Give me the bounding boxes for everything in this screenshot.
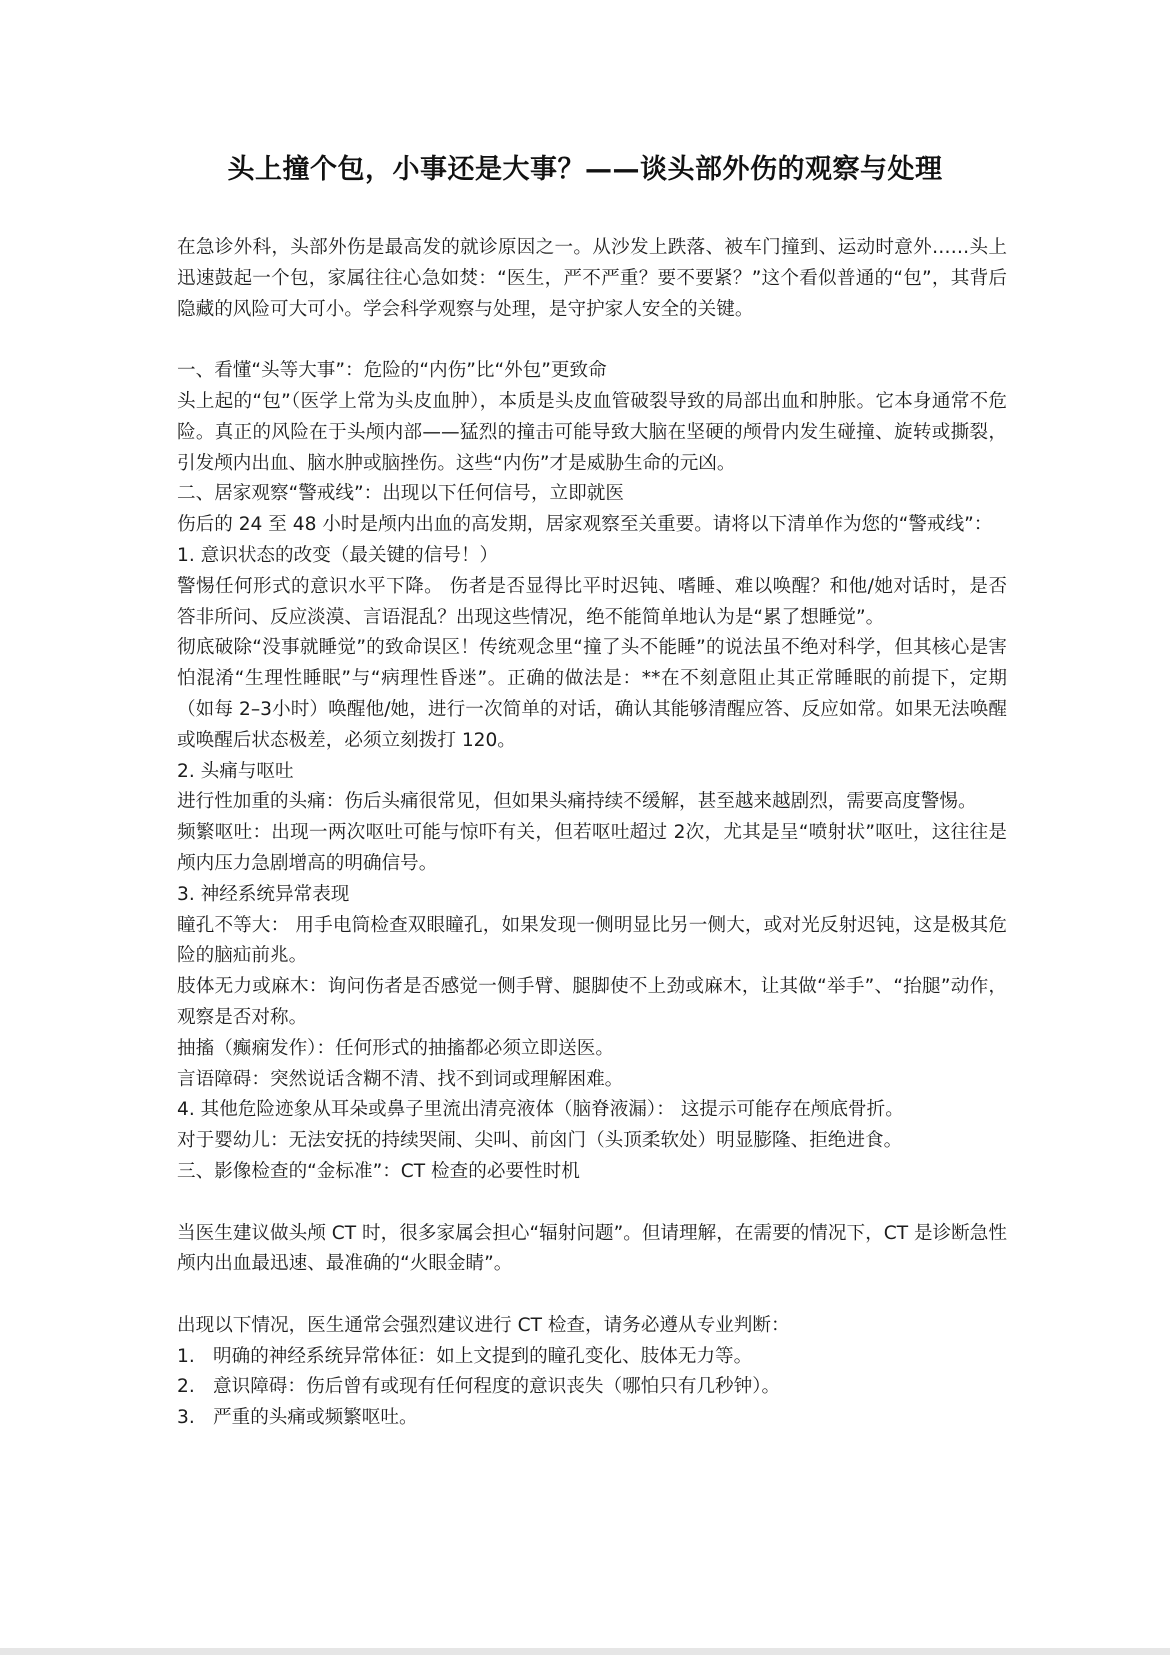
- list-item-text: 意识障碍：伤后曾有或现有任何程度的意识丧失（哪怕只有几秒钟）。: [213, 1376, 781, 1398]
- list-item: [177, 1372, 1007, 1403]
- section3-paragraph-2: 出现以下情况，医生通常会强烈建议进行 CT 检查，请务必遵从专业判断：: [177, 1314, 790, 1336]
- section3-heading: 三、影像检查的“金标准”：CT 检查的必要性时机: [177, 1160, 580, 1182]
- item1-heading: 1. 意识状态的改变（最关键的信号！）: [177, 544, 499, 566]
- item4-paragraph-2: 对于婴幼儿：无法安抚的持续哭闹、尖叫、前囟门（头顶柔软处）明显膨隆、拒绝进食。: [177, 1130, 903, 1152]
- article-title: 头上撞个包，小事还是大事？——谈头部外伤的观察与处理: [227, 154, 943, 185]
- item3-heading: 3. 神经系统异常表现: [177, 883, 350, 905]
- spacer: [177, 1188, 1007, 1219]
- list-item-text: 严重的头痛或频繁呕吐。: [213, 1407, 418, 1429]
- item4-text: 4. 其他危险迹象从耳朵或鼻子里流出清亮液体（脑脊液漏）： 这提示可能存在颅底骨折。: [177, 1099, 904, 1121]
- list-item-number: 2.: [177, 1376, 195, 1398]
- item2-paragraph-1: 进行性加重的头痛：伤后头痛很常见，但如果头痛持续不缓解，甚至越来越剧烈，需要高度警惕。: [177, 791, 977, 813]
- list-item-number: 3.: [177, 1407, 195, 1429]
- list-item-text: 明确的神经系统异常体征：如上文提到的瞳孔变化、肢体无力等。: [213, 1345, 753, 1367]
- section1-heading: 一、看懂“头等大事”：危险的“内伤”比“外包”更致命: [177, 360, 607, 382]
- list-item: [177, 1342, 1007, 1373]
- article-body: [177, 233, 1007, 1434]
- page-bottom-edge: [0, 1648, 1170, 1655]
- item3-paragraph-3: 抽搐（癫痫发作）：任何形式的抽搐都必须立即送医。: [177, 1037, 614, 1059]
- spacer: [177, 1280, 1007, 1311]
- spacer: [177, 325, 1007, 356]
- section2-heading: 二、居家观察“警戒线”：出现以下任何信号，立即就医: [177, 483, 624, 505]
- item2-paragraph-2: 频繁呕吐：出现一两次呕吐可能与惊吓有关，但若呕吐超过 2次，尤其是呈“喷射状”呕吐，这往往是颅内压力急剧增高的明确信号。: [177, 822, 1007, 874]
- item2-heading: 2. 头痛与呕吐: [177, 760, 294, 782]
- list-item: [177, 1403, 1007, 1434]
- list-item-number: 1.: [177, 1345, 195, 1367]
- intro-paragraph: 在急诊外科，头部外伤是最高发的就诊原因之一。从沙发上跌落、被车门撞到、运动时意外……头上迅速鼓起一个包，家属往往心急如焚：“医生，严不严重？要不要紧？”这个看似普通的“包”，其背后隐藏的风险可大可小。学会科学观察与处理，是守护家人安全的关键。: [177, 237, 1007, 320]
- item3-paragraph-1: 瞳孔不等大： 用手电筒检查双眼瞳孔，如果发现一侧明显比另一侧大，或对光反射迟钝，这是极其危险的脑疝前兆。: [177, 914, 1007, 967]
- item1-paragraph-2: 彻底破除“没事就睡觉”的致命误区！传统观念里“撞了头不能睡”的说法虽不绝对科学，但其核心是害怕混淆“生理性睡眠”与“病理性昏迷”。正确的做法是：**在不刻意阻止其正常睡眠的前提下，定期（如每 2–3小时）唤醒他/她，进行一次简单的对话，确认其能够清醒应答、反应如常。如果无法唤醒或唤醒后状态极差，必须立刻拨打 120。: [177, 637, 1007, 751]
- section3-paragraph-1: 当医生建议做头颅 CT 时，很多家属会担心“辐射问题”。但请理解，在需要的情况下，CT 是诊断急性颅内出血最迅速、最准确的“火眼金睛”。: [177, 1222, 1007, 1275]
- section2-intro: 伤后的 24 至 48 小时是颅内出血的高发期，居家观察至关重要。请将以下清单作为您的“警戒线”：: [177, 514, 993, 536]
- item3-paragraph-2: 肢体无力或麻木：询问伤者是否感觉一侧手臂、腿脚使不上劲或麻木，让其做“举手”、“抬腿”动作，观察是否对称。: [177, 976, 1007, 1028]
- item3-paragraph-4: 言语障碍：突然说话含糊不清、找不到词或理解困难。: [177, 1068, 624, 1090]
- item1-paragraph-1: 警惕任何形式的意识水平下降。 伤者是否显得比平时迟钝、嗜睡、难以唤醒？和他/她对话时，是否答非所问、反应淡漠、言语混乱？出现这些情况，绝不能简单地认为是“累了想睡觉”。: [177, 575, 1007, 628]
- section1-text: 头上起的“包”（医学上常为头皮血肿），本质是头皮血管破裂导致的局部出血和肿胀。它本身通常不危险。真正的风险在于头颅内部——猛烈的撞击可能导致大脑在坚硬的颅骨内发生碰撞、旋转或撕裂，引发颅内出血、脑水肿或脑挫伤。这些“内伤”才是威胁生命的元凶。: [177, 390, 1007, 474]
